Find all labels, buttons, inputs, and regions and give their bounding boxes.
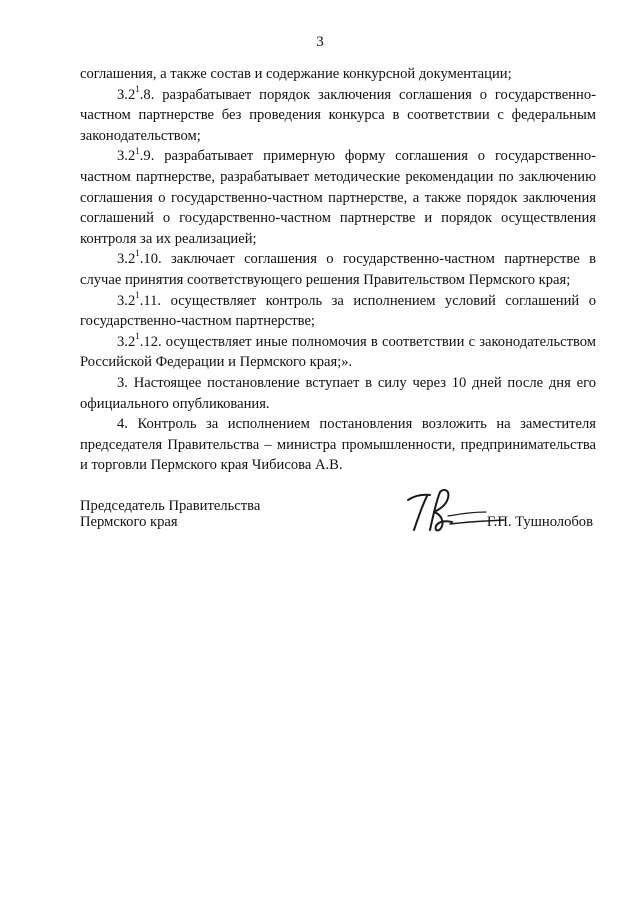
paragraph-3-2-1-11 bbox=[80, 291, 596, 332]
paragraph-effective-date: 3. Настоящее постановление вступает в силу через 10 дней после дня его официального опубликования. bbox=[80, 374, 596, 412]
clause-text: .12. осуществляет иные полномочия в соответствии с законодательством Российской Федерации и Пермского края;». bbox=[80, 333, 596, 371]
clause-text: .11. осуществляет контроль за исполнением условий соглашений о государственно-частном партнерстве; bbox=[80, 292, 596, 330]
clause-number: 3.2 bbox=[117, 148, 136, 165]
signer-name: Г.П. Тушнолобов bbox=[486, 514, 593, 530]
clause-number: 3.2 bbox=[117, 86, 136, 103]
clause-superscript: 1 bbox=[135, 289, 140, 300]
paragraph-3-2-1-9 bbox=[80, 146, 596, 249]
clause-text: .10. заключает соглашения о государственно-частном партнерстве в случае принятия соответствующего решения Правительством Пермского края; bbox=[80, 251, 596, 288]
paragraph-3-2-1-12 bbox=[80, 332, 596, 373]
clause-superscript: 1 bbox=[135, 145, 140, 156]
clause-superscript: 1 bbox=[135, 248, 140, 259]
clause-superscript: 1 bbox=[135, 83, 140, 94]
document-body bbox=[80, 64, 596, 476]
clause-text: .8. разрабатывает порядок заключения соглашения о государственно-частном партнерстве без проведения конкурса в соответствии с федеральным законодательством; bbox=[80, 86, 596, 144]
signer-title-line2: Пермского края bbox=[80, 514, 178, 530]
page-number: 3 bbox=[316, 34, 324, 50]
signer-title-line1: Председатель Правительства bbox=[80, 498, 261, 514]
clause-number: 3.2 bbox=[117, 333, 136, 350]
clause-number: 3.2 bbox=[117, 251, 136, 268]
paragraph-3-2-1-10 bbox=[80, 249, 596, 290]
paragraph-3-2-1-8 bbox=[80, 85, 596, 147]
paragraph-control: 4. Контроль за исполнением постановления возложить на заместителя председателя Правительства – министра промышленности, предпринимательства и торговли Пермского края Чибисова А.В. bbox=[80, 416, 596, 474]
signature-block bbox=[80, 498, 596, 558]
clause-superscript: 1 bbox=[135, 330, 140, 341]
clause-number: 3.2 bbox=[117, 292, 136, 309]
signer-title bbox=[80, 498, 380, 530]
paragraph-continuation: соглашения, а также состав и содержание конкурсной документации; bbox=[80, 66, 512, 82]
clause-text: .9. разрабатывает примерную форму соглашения о государственно-частном партнерстве, разрабатывает методические рекомендации по заключению соглашения о государственно-частном партнерстве, а также порядок заключения соглашений о государственно-частном партнерстве и порядок осуществления контроля за их реализацией; bbox=[80, 148, 596, 247]
